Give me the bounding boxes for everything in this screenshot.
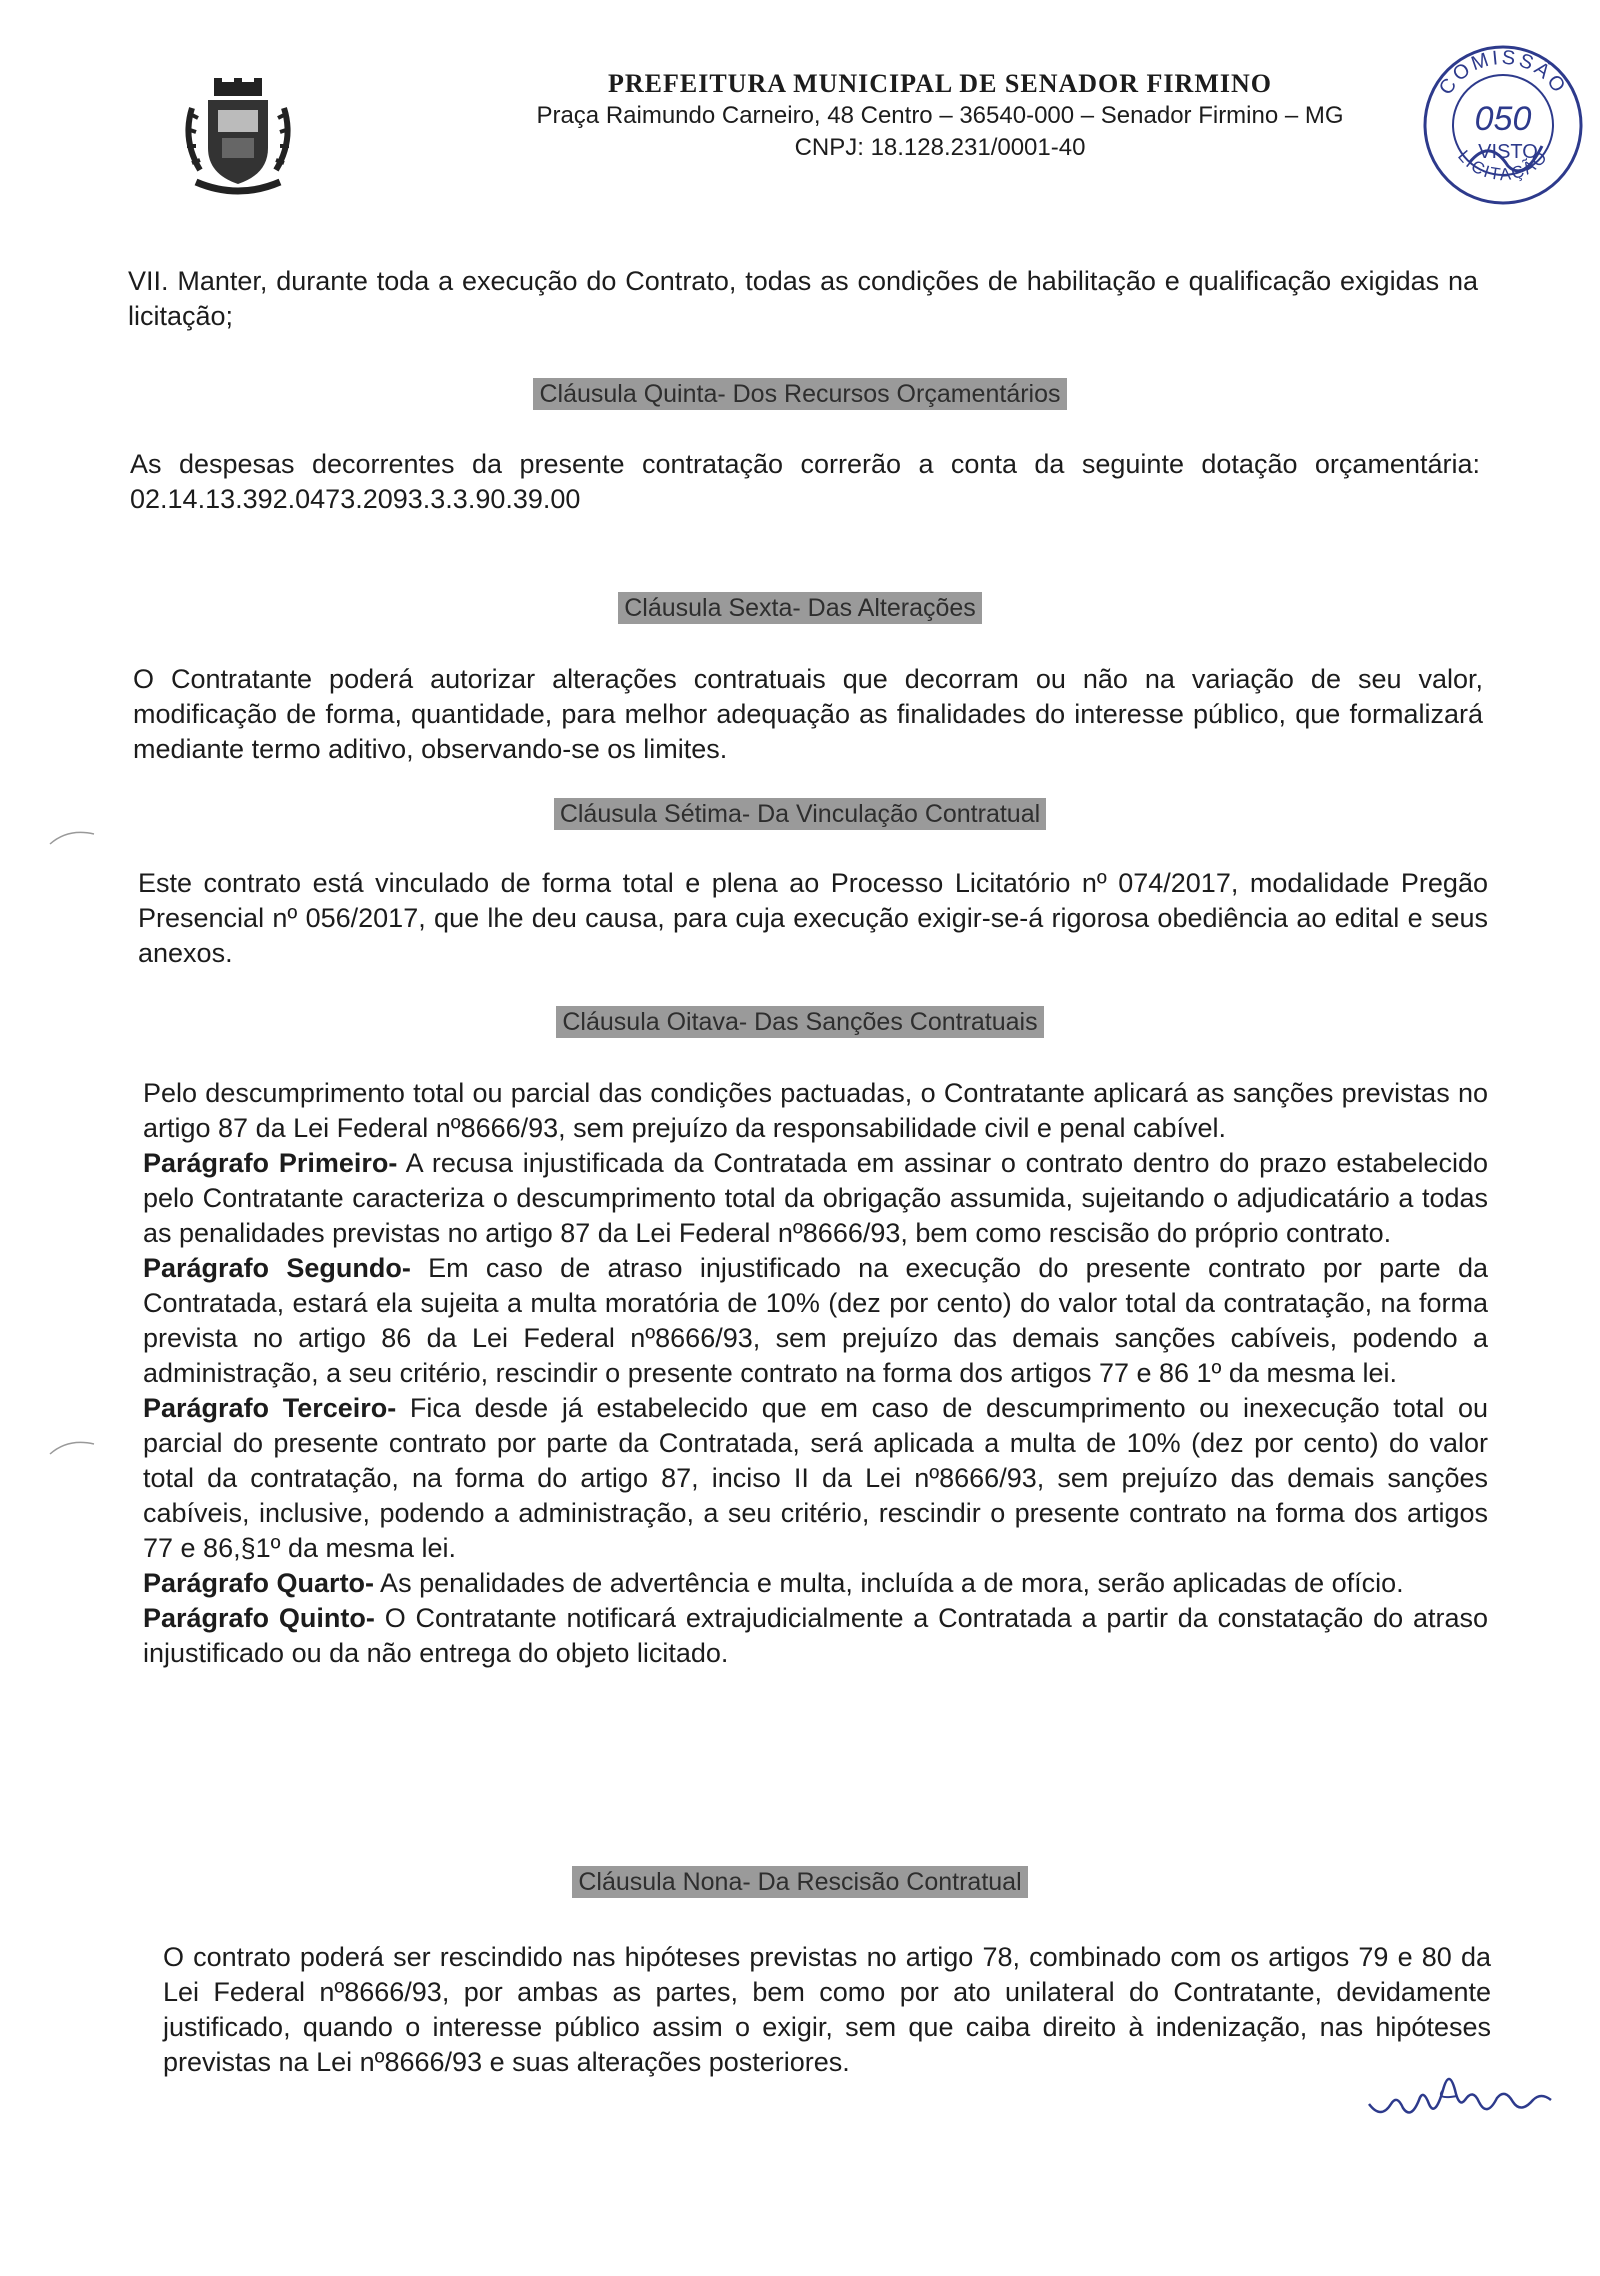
paragrafo-segundo-text: Em caso de atraso injustificado na execução do presente contrato por parte da Contratada, estará ela sujeita a multa moratória de 10% (dez por cento) do valor total da contratação, na forma prevista no artigo 86 da Lei Federal nº8666/93, sem prejuízo das demais sanções cabíveis, podendo a administração, a seu critério, rescindir o presente contrato na forma dos artigos 77 e 86 1º da mesma lei.	[143, 1253, 1489, 1388]
clausula-setima-text: Este contrato está vinculado de forma total e plena ao Processo Licitatório nº 074/2017, modalidade Pregão Presencial nº 056/2017, que lhe deu causa, para cuja execução exigir-se-á rigorosa obediência ao edital e seus anexos.	[138, 868, 1488, 968]
clausula-nona-heading: Cláusula Nona- Da Rescisão Contratual	[572, 1866, 1027, 1898]
paragrafo-quinto-text: O Contratante notificará extrajudicialmente a Contratada a partir da constatação do atraso injustificado ou da não entrega do objeto licitado.	[143, 1603, 1488, 1668]
clausula-quinta-heading-row	[0, 378, 1600, 410]
clausula-quinta-heading: Cláusula Quinta- Dos Recursos Orçamentários	[533, 378, 1066, 410]
clausula-nona-text: O contrato poderá ser rescindido nas hipóteses previstas no artigo 78, combinado com os artigos 79 e 80 da Lei Federal nº8666/93, por ambas as partes, bem como por ato unilateral do Contratante, devidamente justificado, quando o interesse público assim o exigir, sem que caiba direito à indenização, nas hipóteses previstas na Lei nº8666/93 e suas alterações posteriores.	[163, 1942, 1491, 2077]
paragrafo-quinto-label: Parágrafo Quinto-	[143, 1603, 375, 1633]
svg-text:COMISSÃO	[1435, 47, 1571, 99]
stamp-number: 050	[1474, 100, 1532, 138]
margin-punch-mark	[48, 826, 98, 846]
paragrafo-quarto-text: As penalidades de advertência e multa, incluída a de mora, serão aplicadas de ofício.	[374, 1568, 1404, 1598]
paragrafo-quinto	[143, 1601, 1488, 1671]
clausula-sexta-text: O Contratante poderá autorizar alterações contratuais que decorram ou não na variação de seu valor, modificação de forma, quantidade, para melhor adequação as finalidades do interesse público, que formalizará mediante termo aditivo, observando-se os limites.	[133, 664, 1483, 764]
commission-stamp	[1420, 42, 1586, 208]
clausula-nona-heading-row	[0, 1866, 1600, 1898]
paragrafo-terceiro	[143, 1391, 1488, 1566]
clausula-setima-heading-row	[0, 798, 1600, 830]
item-vii-text: VII. Manter, durante toda a execução do Contrato, todas as condições de habilitação e qualificação exigidas na licitação;	[128, 266, 1478, 331]
paragrafo-terceiro-text: Fica desde já estabelecido que em caso de descumprimento ou inexecução total ou parcial do presente contrato por parte da Contratada, será aplicada a multa de 10% (dez por cento) do valor total da contratação, na forma do artigo 87, inciso II da Lei nº8666/93, sem prejuízo das demais sanções cabíveis, inclusive, podendo a administração, a seu critério, rescindir o presente contrato na forma dos artigos 77 e 86,§1º da mesma lei.	[143, 1393, 1488, 1563]
clausula-oitava-heading: Cláusula Oitava- Das Sanções Contratuais	[556, 1006, 1043, 1038]
letterhead-address: Praça Raimundo Carneiro, 48 Centro – 36540-000 – Senador Firmino – MG	[536, 102, 1344, 129]
paragrafo-segundo-label: Parágrafo Segundo-	[143, 1253, 411, 1283]
paragrafo-segundo	[143, 1251, 1488, 1391]
clausula-quinta-text: As despesas decorrentes da presente contratação correrão a conta da seguinte dotação orçamentária: 02.14.13.392.0473.2093.3.3.90.39.00	[130, 449, 1480, 514]
stamp-bottom-text: LICITAÇÃO	[1454, 146, 1552, 185]
clausula-sexta-heading-row	[0, 592, 1600, 624]
paragrafo-terceiro-label: Parágrafo Terceiro-	[143, 1393, 397, 1423]
paragrafo-primeiro-label: Parágrafo Primeiro-	[143, 1148, 398, 1178]
margin-punch-mark	[48, 1436, 98, 1456]
clausula-setima-heading: Cláusula Sétima- Da Vinculação Contratual	[554, 798, 1046, 830]
municipal-crest-logo	[178, 78, 298, 200]
handwritten-signature	[1365, 2060, 1555, 2130]
stamp-visto: VISTO	[1478, 141, 1538, 163]
paragrafo-primeiro	[143, 1146, 1488, 1251]
clausula-oitava-heading-row	[0, 1006, 1600, 1038]
paragrafo-primeiro-text: A recusa injustificada da Contratada em assinar o contrato dentro do prazo estabelecido pelo Contratante caracteriza o descumprimento total da obrigação assumida, sujeitando o adjudicatário a todas as penalidades previstas no artigo 87 da Lei Federal nº8666/93, bem como rescisão do próprio contrato.	[143, 1148, 1488, 1248]
paragrafo-quarto	[143, 1566, 1488, 1601]
paragrafo-quarto-label: Parágrafo Quarto-	[143, 1568, 375, 1598]
letterhead-title: PREFEITURA MUNICIPAL DE SENADOR FIRMINO	[607, 69, 1272, 98]
letterhead-cnpj: CNPJ: 18.128.231/0001-40	[794, 134, 1086, 161]
clausula-oitava-body	[143, 1076, 1488, 1671]
clausula-oitava-intro: Pelo descumprimento total ou parcial das condições pactuadas, o Contratante aplicará as sanções previstas no artigo 87 da Lei Federal nº8666/93, sem prejuízo da responsabilidade civil e penal cabível.	[143, 1078, 1488, 1143]
clausula-sexta-heading: Cláusula Sexta- Das Alterações	[618, 592, 982, 624]
stamp-top-text: COMISSÃO	[1434, 46, 1572, 100]
letterhead	[400, 68, 1480, 164]
